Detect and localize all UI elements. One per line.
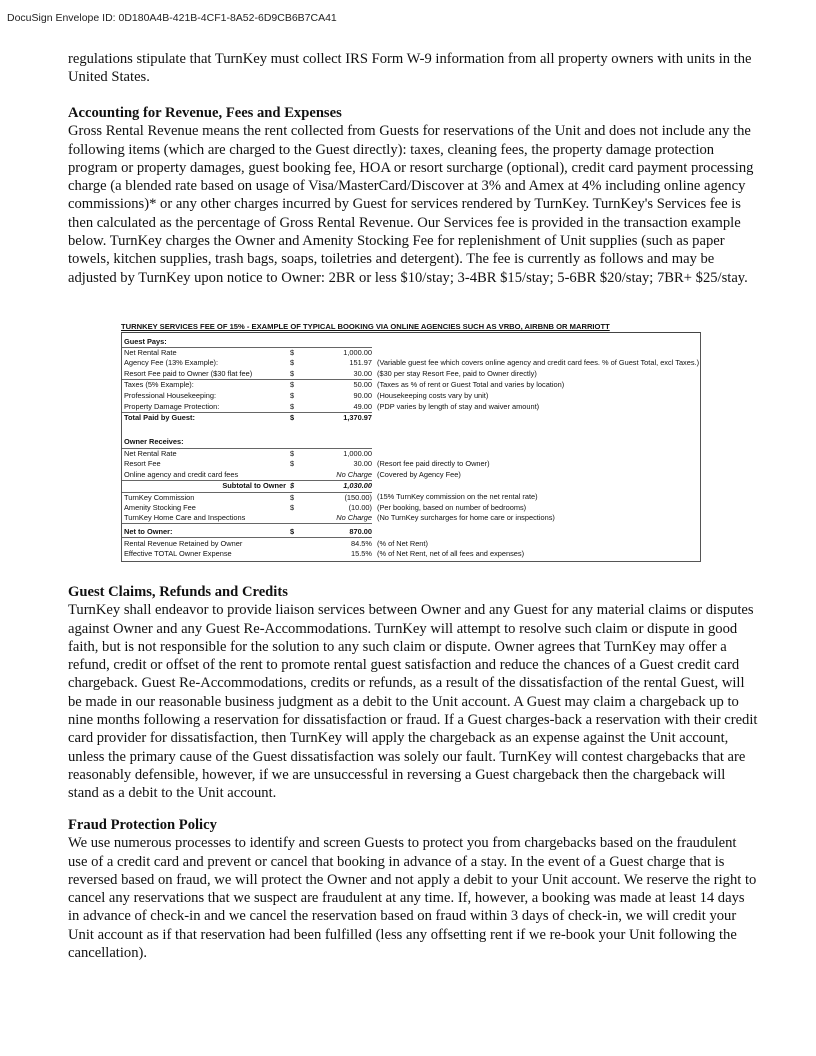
table-row: Effective TOTAL Owner Expense 15.5% xyxy=(124,549,372,558)
accounting-paragraph: Gross Rental Revenue means the rent collected from Guests for reservations of the Unit and does not include any the following items (which are charged to the Guest directly): taxes, cleaning fees, the property damage protection program or property damages, guest booking fee, HOA or resort surcharge (optional), credit card payment processing charge (a blended rate based on usage of Visa/MasterCard/Discover at 3% and Amex at 4% including online agency commissions)* or any other charges incurred by Guest for services rendered by TurnKey. TurnKey's Services fee is then calculated as the percentage of Gross Rental Revenue. Our Services fee is provided in the transaction example below. TurnKey charges the Owner and Amenity Stocking Fee for replenishment of Unit supplies (such as paper towels, kitchen supplies, trash bags, soaps, toiletries and detergent). The fee is currently as follows and may be adjusted by TurnKey upon notice to Owner: 2BR or less $10/stay; 3-4BR $15/stay; 5-6BR $20/stay; 7BR+ $25/stay. xyxy=(68,123,754,286)
fraud-heading: Fraud Protection Policy xyxy=(68,817,217,833)
table-row: Resort Fee $ 30.00 xyxy=(124,459,372,468)
owner-receives-heading: Owner Receives: xyxy=(124,437,184,446)
fee-table-box xyxy=(121,332,701,562)
net-to-owner-row: Net to Owner: $ 870.00 xyxy=(124,527,372,536)
table-row: TurnKey Commission $ (150.00) xyxy=(124,493,372,502)
row-note: (Variable guest fee which covers online agency and credit card fees. % of Guest Total, excl Taxes.) xyxy=(377,358,700,367)
row-note: (Housekeeping costs vary by unit) xyxy=(377,391,489,400)
table-row: Agency Fee (13% Example): $ 151.97 xyxy=(124,358,372,367)
table-row: Online agency and credit card fees No Charge xyxy=(124,470,372,479)
fee-table-title: TURNKEY SERVICES FEE OF 15% - EXAMPLE OF TYPICAL BOOKING VIA ONLINE AGENCIES SUCH AS VRBO, AIRBNB OR MARRIOTT xyxy=(121,322,610,331)
intro-paragraph: regulations stipulate that TurnKey must collect IRS Form W-9 information from all property owners with units in the United States. xyxy=(68,51,752,86)
claims-paragraph: TurnKey shall endeavor to provide liaison services between Owner and any Guest for any material claims or disputes against Owner and any Guest Re-Accommodations. TurnKey will attempt to resolve such claim or dispute in good faith, but is not responsible for the solution to any such claim or dispute. Owner agrees that TurnKey may offer a refund, credit or offset of the rent to promote rental guest satisfaction and reduce the chances of a Guest credit card chargeback. Guest Re-Accommodations, credits or refunds, as a result of the dissatisfaction of the rental Guest, will be made in our reasonable business judgment as a debit to the Unit account. A Guest may claim a chargeback up to nine months following a reservation for dissatisfaction or fraud. If a Guest charges-back a reservation with their credit card provider for dissatisfaction, then TurnKey will apply the chargeback as an expense against the Unit account, unless the primary cause of the Guest dissatisfaction was solely our fault. TurnKey will contest chargebacks that are reasonably defensible, however, if we are unsuccessful in reversing a Guest chargeback then the chargeback will stand as a debit to the Unit account. xyxy=(68,602,758,802)
fee-example-table xyxy=(121,321,701,562)
table-row: Net Rental Rate $ 1,000.00 xyxy=(124,449,372,458)
table-row: Net Rental Rate $ 1,000.00 xyxy=(124,348,372,357)
intro-section xyxy=(68,50,758,87)
fraud-section xyxy=(68,816,758,962)
row-note: (15% TurnKey commission on the net rental rate) xyxy=(377,492,538,501)
table-row: Property Damage Protection: $ 49.00 xyxy=(124,402,372,411)
row-note: ($30 per stay Resort Fee, paid to Owner directly) xyxy=(377,369,537,378)
accounting-heading: Accounting for Revenue, Fees and Expenses xyxy=(68,105,342,121)
row-note: (Resort fee paid directly to Owner) xyxy=(377,459,490,468)
accounting-section xyxy=(68,104,758,287)
table-row: TurnKey Home Care and Inspections No Charge xyxy=(124,513,372,522)
row-note: (% of Net Rent, net of all fees and expenses) xyxy=(377,549,525,558)
row-note: (PDP varies by length of stay and waiver amount) xyxy=(377,402,540,411)
table-row: Resort Fee paid to Owner ($30 flat fee) $ 30.00 xyxy=(124,369,372,378)
table-row: Rental Revenue Retained by Owner 84.5% xyxy=(124,539,372,548)
row-note: (Taxes as % of rent or Guest Total and varies by location) xyxy=(377,380,565,389)
guest-pays-heading: Guest Pays: xyxy=(124,337,167,346)
claims-section xyxy=(68,583,758,803)
subtotal-row: Subtotal to Owner $ 1,030.00 xyxy=(222,481,372,490)
table-row: Taxes (5% Example): $ 50.00 xyxy=(124,380,372,389)
fraud-paragraph: We use numerous processes to identify and screen Guests to protect you from chargebacks based on the fraudulent use of a credit card and prevent or cancel that booking in advance of a stay. In the event of a Guest charge that is reversed based on fraud, we will protect the Owner and not apply a debit to your Unit account. We reserve the right to cancel any reservations that we suspect are fraudulent at any time. If, however, a booking was made at least 14 days in advance of check-in and we cancel the reservation based on fraud within 3 days of check-in, we will credit your Unit account as if that reservation had been fulfilled (less any offsetting rent if we re-book your Unit following the cancellation). xyxy=(68,835,757,962)
table-row: Amenity Stocking Fee $ (10.00) xyxy=(124,503,372,512)
claims-heading: Guest Claims, Refunds and Credits xyxy=(68,584,288,600)
row-note: (No TurnKey surcharges for home care or inspections) xyxy=(377,513,555,522)
total-paid-row: Total Paid by Guest: $ 1,370.97 xyxy=(124,413,372,422)
row-note: (% of Net Rent) xyxy=(377,539,428,548)
row-note: (Per booking, based on number of bedrooms) xyxy=(377,503,527,512)
row-note: (Covered by Agency Fee) xyxy=(377,470,461,479)
table-row: Professional Housekeeping: $ 90.00 xyxy=(124,391,372,400)
docusign-envelope-id: DocuSign Envelope ID: 0D180A4B-421B-4CF1-8A52-6D9CB6B7CA41 xyxy=(7,12,337,24)
